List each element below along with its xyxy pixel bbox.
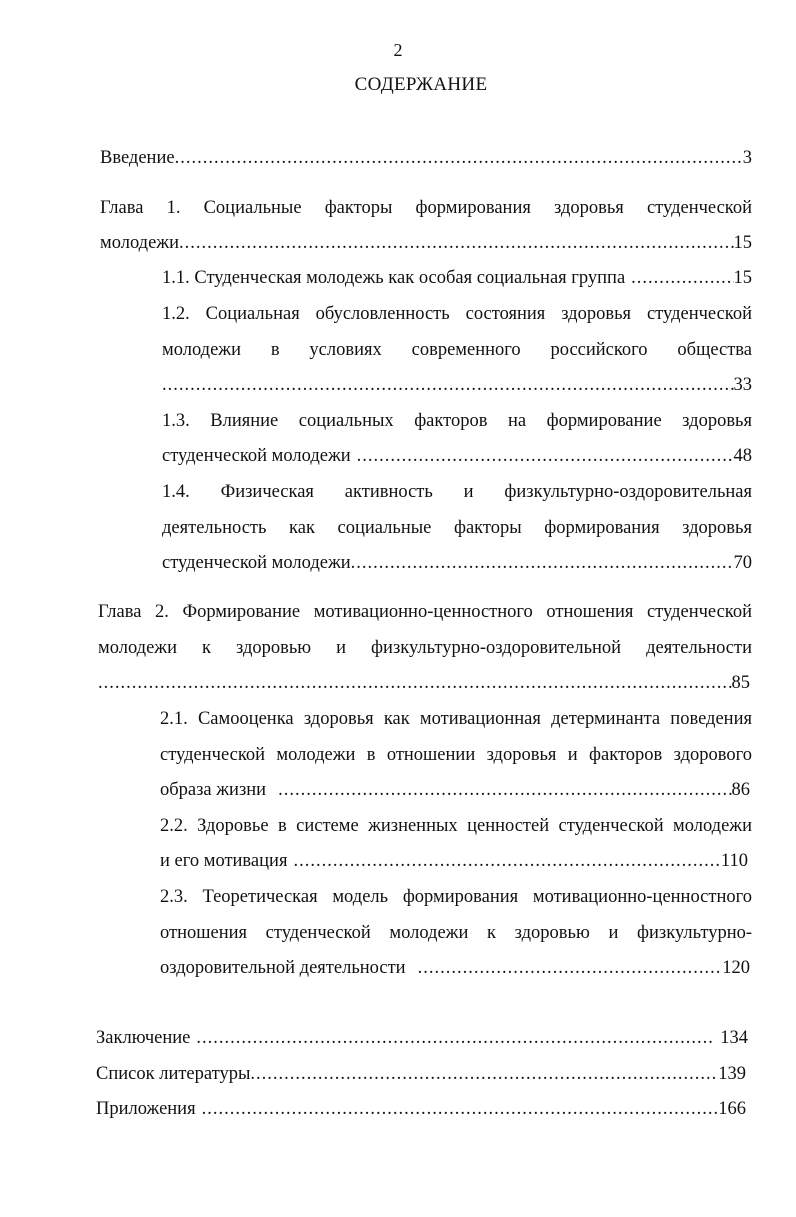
page-title: СОДЕРЖАНИЕ [354, 74, 488, 95]
toc-page-number: 120 [722, 958, 750, 978]
toc-section-2-3-line2: отношения студенческой молодежи к здоровью и физкультурно- [160, 923, 752, 943]
toc-leader [357, 438, 734, 474]
toc-entry-label: 1.1. Студенческая молодежь как особая социальная группа [162, 268, 626, 288]
toc-page-number: 86 [731, 780, 750, 800]
toc-leader [179, 225, 734, 261]
toc-leader [162, 367, 734, 403]
toc-leader [278, 772, 731, 808]
toc-entry-label: молодежи [100, 233, 179, 253]
toc-leader [196, 1020, 712, 1056]
toc-section-1-4-line2: деятельность как социальные факторы формирования здоровья [162, 518, 752, 538]
toc-leader [175, 140, 743, 176]
toc-leader [418, 950, 723, 986]
toc-leader [293, 843, 720, 879]
toc-page-number: 70 [733, 553, 752, 573]
toc-leader [351, 545, 734, 581]
toc-page-number: 85 [731, 673, 750, 693]
toc-page-number: 15 [733, 233, 752, 253]
toc-section-1-1 [162, 260, 752, 296]
toc-page-number: 33 [733, 375, 752, 395]
toc-section-1-2-line1: 1.2. Социальная обусловленность состояния здоровья студенческой [162, 304, 752, 324]
toc-entry-appendices [96, 1091, 746, 1127]
toc-leader [202, 1091, 719, 1127]
toc-page-number: 3 [742, 148, 752, 168]
toc-page-number: 15 [733, 268, 752, 288]
toc-entry-label: Введение [100, 148, 175, 168]
toc-entry-label: и его мотивация [160, 851, 288, 871]
toc-section-2-1-lastline [160, 772, 750, 808]
toc-chapter2-lastline [98, 665, 750, 701]
toc-section-1-3-line1: 1.3. Влияние социальных факторов на формирование здоровья [162, 411, 752, 431]
toc-section-2-3-lastline [160, 950, 750, 986]
toc-entry-label: Заключение [96, 1028, 191, 1048]
toc-section-1-2-lastline [162, 367, 752, 403]
toc-leader [98, 665, 732, 701]
toc-section-1-4-line1: 1.4. Физическая активность и физкультурно-оздоровительная [162, 482, 752, 502]
toc-section-2-2-lastline [160, 843, 748, 879]
toc-page-number: 48 [733, 446, 752, 466]
toc-section-1-2-line2: молодежи в условиях современного российского общества [162, 340, 752, 360]
toc-page-number: 134 [720, 1028, 748, 1048]
toc-entry-intro [100, 140, 752, 176]
toc-chapter2-line1: Глава 2. Формирование мотивационно-ценностного отношения студенческой [98, 602, 752, 622]
toc-section-2-2-line1: 2.2. Здоровье в системе жизненных ценностей студенческой молодежи [160, 816, 752, 836]
toc-page-number: 139 [718, 1064, 746, 1084]
toc-entry-label: студенческой молодежи [162, 446, 351, 466]
toc-page-number: 166 [718, 1099, 746, 1119]
toc-section-2-1-line2: студенческой молодежи в отношении здоровья и факторов здорового [160, 745, 752, 765]
toc-chapter1-lastline [100, 225, 752, 261]
toc-page-number: 110 [720, 851, 748, 871]
toc-entry-label: студенческой молодежи [162, 553, 351, 573]
toc-chapter2-line2: молодежи к здоровью и физкультурно-оздоровительной деятельности [98, 638, 752, 658]
toc-entry-label: образа жизни [160, 780, 267, 800]
page-number: 2 [393, 40, 403, 60]
toc-entry-conclusion [96, 1020, 748, 1056]
toc-leader [250, 1056, 718, 1092]
toc-entry-label: Список литературы [96, 1064, 251, 1084]
toc-section-1-4-lastline [162, 545, 752, 581]
toc-entry-references [96, 1056, 746, 1092]
toc-entry-label: Приложения [96, 1099, 196, 1119]
toc-section-1-3-lastline [162, 438, 752, 474]
toc-chapter1-line1: Глава 1. Социальные факторы формирования здоровья студенческой [100, 198, 752, 218]
toc-leader [631, 260, 733, 296]
toc-section-2-3-line1: 2.3. Теоретическая модель формирования мотивационно-ценностного [160, 887, 752, 907]
toc-entry-label: оздоровительной деятельности [160, 958, 406, 978]
toc-section-2-1-line1: 2.1. Самооценка здоровья как мотивационная детерминанта поведения [160, 709, 752, 729]
